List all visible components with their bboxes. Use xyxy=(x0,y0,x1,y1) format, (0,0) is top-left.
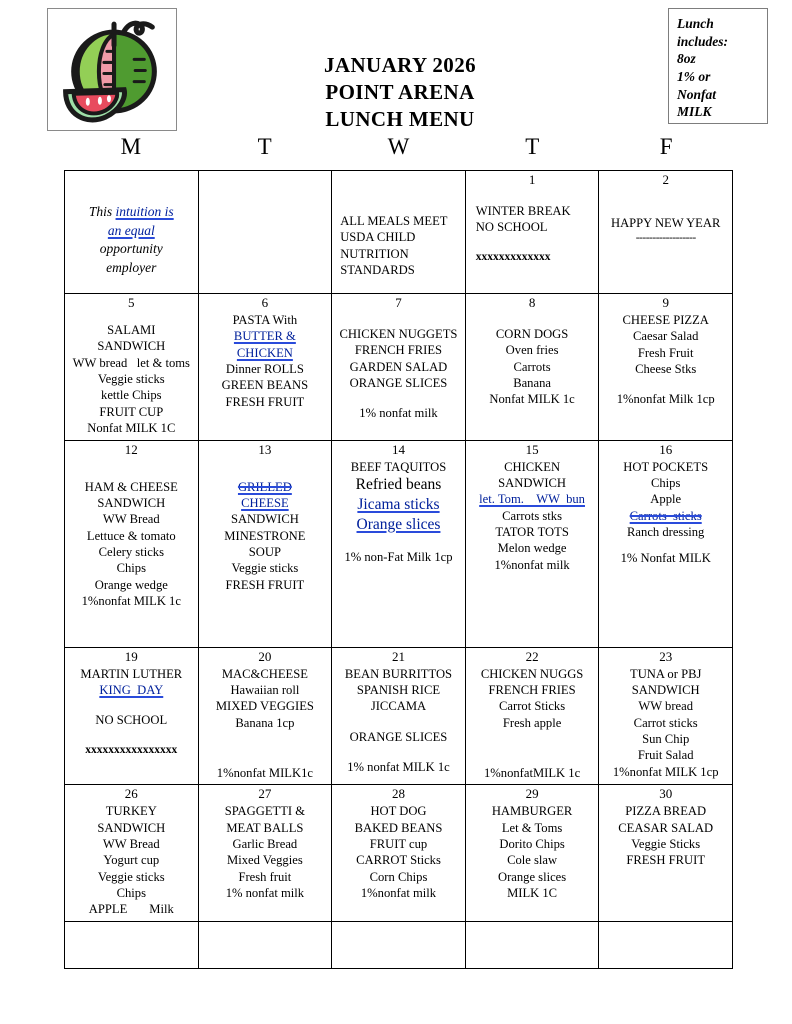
weekday-monday: M xyxy=(120,134,142,159)
day-21-line-5: ORANGE SLICES xyxy=(349,729,448,744)
day-number-22: 22 xyxy=(525,648,539,664)
day-1-line-1: WINTER BREAK xyxy=(475,204,571,218)
day-8-line-5: Nonfat MILK 1c xyxy=(489,392,575,407)
weekday-thursday: T xyxy=(525,134,540,159)
day-cell-23[interactable] xyxy=(599,647,733,785)
day-9-line-6: 1%nonfat Milk 1cp xyxy=(616,392,715,407)
page-header xyxy=(0,0,792,135)
day-29-line-5: Orange slices xyxy=(497,869,567,884)
day-22-line-7: 1%nonfatMILK 1c xyxy=(483,765,581,780)
day-19-line-6: xxxxxxxxxxxxxxxx xyxy=(85,743,178,756)
day-9-line-3: Fresh Fruit xyxy=(637,345,694,360)
day-content-19 xyxy=(67,666,196,758)
day-29-line-3: Dorito Chips xyxy=(499,837,565,852)
day-26-line-2: SANDWICH xyxy=(97,820,166,835)
day-cell-6[interactable] xyxy=(198,294,332,441)
day-23-line-7: 1%nonfat MILK 1cp xyxy=(612,764,719,779)
day-cell-16[interactable] xyxy=(599,440,733,647)
day-cell-21[interactable] xyxy=(332,647,466,785)
day-number-21: 21 xyxy=(391,648,405,664)
day-13-line-3: SANDWICH xyxy=(230,512,299,527)
day-content-28 xyxy=(334,803,463,901)
day-content-20 xyxy=(201,666,330,782)
day-number-7: 7 xyxy=(395,295,402,310)
day-6-line-6: FRESH FRUIT xyxy=(225,394,305,409)
day-cell-2[interactable] xyxy=(599,171,733,294)
day-number-30: 30 xyxy=(659,786,673,802)
day-15-line-2: SANDWICH xyxy=(498,475,567,490)
day-27-line-1: SPAGGETTI & xyxy=(224,804,306,819)
day-12-line-6: Chips xyxy=(116,561,146,576)
day-22-line-4: Fresh apple xyxy=(502,715,562,730)
day-number-29: 29 xyxy=(525,786,539,802)
usda-line-1: ALL MEALS MEET xyxy=(340,214,448,228)
day-cell-28[interactable] xyxy=(332,785,466,922)
day-15-line-7: 1%nonfat milk xyxy=(494,557,570,572)
day-number-14: 14 xyxy=(391,441,405,457)
day-12-line-1: HAM & CHEESE xyxy=(84,479,178,494)
day-15-line-3: let. Tom. WW bun xyxy=(479,492,585,507)
day-number-26: 26 xyxy=(124,786,138,802)
day-cell-19[interactable] xyxy=(65,647,199,785)
day-cell-13[interactable] xyxy=(198,440,332,647)
calendar-week-2 xyxy=(65,294,733,441)
day-number-23: 23 xyxy=(659,648,673,664)
day-number-19: 19 xyxy=(124,648,138,664)
day-23-line-1: TUNA or PBJ xyxy=(630,666,702,681)
calendar-week-1 xyxy=(65,171,733,294)
day-13-line-6: Veggie sticks xyxy=(231,561,299,576)
day-26-line-4: Yogurt cup xyxy=(103,853,160,868)
day-28-line-1: HOT DOG xyxy=(370,804,427,819)
day-1-line-4: xxxxxxxxxxxxx xyxy=(475,250,551,263)
title-line-school: POINT ARENA xyxy=(325,79,475,104)
day-15-line-5: TATOR TOTS xyxy=(495,524,569,539)
day-20-line-2: Hawaiian roll xyxy=(230,682,300,697)
day-number-1: 1 xyxy=(528,172,536,187)
day-content-5 xyxy=(67,312,196,437)
day-27-line-4: Mixed Veggies xyxy=(227,853,303,868)
day-28-line-5: Corn Chips xyxy=(369,869,428,884)
day-23-line-5: Sun Chip xyxy=(642,731,690,746)
day-14-line-6: 1% non-Fat Milk 1cp xyxy=(344,550,453,565)
day-content-15 xyxy=(468,459,597,574)
calendar-week-3 xyxy=(65,440,733,647)
day-7-line-2: FRENCH FRIES xyxy=(354,343,443,358)
weekday-header-row xyxy=(64,134,733,159)
day-13-line-5: SOUP xyxy=(248,544,281,559)
day-13-line-2: CHEESE xyxy=(241,495,289,510)
day-7-line-3: GARDEN SALAD xyxy=(349,359,448,374)
day-28-line-6: 1%nonfat milk xyxy=(360,886,437,901)
day-16-line-2: Chips xyxy=(650,475,681,490)
usda-line-4: STANDARDS xyxy=(340,263,415,278)
day-number-2: 2 xyxy=(662,172,669,187)
day-content-12 xyxy=(67,459,196,610)
lunch-includes-line-1: Lunch xyxy=(677,16,714,31)
day-8-line-3: Carrots xyxy=(513,359,551,374)
day-14-line-4: Orange slices xyxy=(356,516,441,534)
day-number-20: 20 xyxy=(258,648,272,664)
day-content-22 xyxy=(468,666,597,782)
day-27-line-5: Fresh fruit xyxy=(238,869,292,884)
day-19-line-4: NO SCHOOL xyxy=(95,713,168,728)
day-content-21 xyxy=(334,666,463,776)
day-cell-30[interactable] xyxy=(599,785,733,922)
usda-line-2: USDA CHILD xyxy=(340,230,416,245)
day-6-line-3: CHICKEN xyxy=(236,345,293,360)
day-2-line-2: ------------------ xyxy=(635,232,696,245)
day-16-line-4: Carrots sticks xyxy=(629,508,702,523)
day-26-line-3: WW Bread xyxy=(102,837,160,852)
day-cell-15[interactable] xyxy=(465,440,599,647)
day-cell-22[interactable] xyxy=(465,647,599,785)
day-13-line-4: MINESTRONE xyxy=(224,528,306,543)
day-6-line-1: PASTA With xyxy=(232,313,298,327)
day-7-line-1: CHICKEN NUGGETS xyxy=(339,327,458,341)
day-cell-12[interactable] xyxy=(65,440,199,647)
day-12-line-5: Celery sticks xyxy=(98,544,164,559)
day-30-line-2: CEASAR SALAD xyxy=(618,820,714,835)
day-21-line-3: JICCAMA xyxy=(370,699,427,714)
day-12-line-7: Orange wedge xyxy=(94,577,168,592)
day-cell-8[interactable] xyxy=(465,294,599,441)
day-28-line-4: CARROT Sticks xyxy=(356,853,441,868)
day-22-line-1: CHICKEN NUGGS xyxy=(480,666,584,681)
day-20-line-7: 1%nonfat MILK1c xyxy=(216,765,313,780)
day-19-line-1: MARTIN LUTHER xyxy=(80,666,183,681)
day-cell-26[interactable] xyxy=(65,785,199,922)
day-content-6 xyxy=(201,312,330,410)
day-number-27: 27 xyxy=(258,786,272,802)
usda-notice xyxy=(334,173,463,278)
day-number-28: 28 xyxy=(391,786,405,802)
day-cell-usda-notice[interactable] xyxy=(332,171,466,294)
empty-cell-4[interactable] xyxy=(465,921,599,968)
day-6-line-2: BUTTER & xyxy=(233,329,296,344)
day-27-line-6: 1% nonfat milk xyxy=(225,886,305,901)
day-cell-27[interactable] xyxy=(198,785,332,922)
day-12-line-4: Lettuce & tomato xyxy=(86,528,176,543)
day-content-26 xyxy=(67,803,196,918)
weekday-friday: F xyxy=(659,134,673,159)
day-15-line-1: CHICKEN xyxy=(504,459,561,474)
calendar-week-empty xyxy=(65,921,733,968)
empty-cell-5[interactable] xyxy=(599,921,733,968)
eoe-text-line3: opportunity xyxy=(99,241,163,257)
day-content-30 xyxy=(601,803,730,868)
day-21-line-7: 1% nonfat MILK 1c xyxy=(347,759,450,774)
lunch-includes-line-5: Nonfat xyxy=(677,86,717,102)
day-20-line-3: MIXED VEGGIES xyxy=(215,699,314,714)
day-9-line-2: Caesar Salad xyxy=(632,329,699,344)
weekday-wednesday: W xyxy=(387,134,410,159)
day-5-line-4: Veggie sticks xyxy=(97,372,165,387)
day-14-line-3: Jicama sticks xyxy=(357,496,440,514)
title-line-month: JANUARY 2026 xyxy=(323,53,477,77)
eoe-text-line4: employer xyxy=(106,259,157,275)
day-16-line-3: Apple xyxy=(650,492,682,507)
day-13-line-1: GRILLED xyxy=(237,479,292,494)
calendar-week-4 xyxy=(65,647,733,785)
day-16-line-7: 1% Nonfat MILK xyxy=(620,551,711,566)
day-15-line-6: Melon wedge xyxy=(497,541,567,556)
eoe-notice xyxy=(67,173,196,278)
day-number-16: 16 xyxy=(659,441,673,457)
day-5-line-3: WW bread let & toms xyxy=(72,355,190,370)
day-28-line-3: FRUIT cup xyxy=(369,837,428,852)
day-cell-7[interactable] xyxy=(332,294,466,441)
day-9-line-1: CHEESE PIZZA xyxy=(622,313,709,327)
day-cell-29[interactable] xyxy=(465,785,599,922)
day-number-6: 6 xyxy=(261,295,269,310)
day-30-line-3: Veggie Sticks xyxy=(631,837,701,852)
day-19-line-2: KING DAY xyxy=(99,682,164,697)
day-content-7 xyxy=(334,312,463,422)
day-number-9: 9 xyxy=(662,295,669,310)
empty-cell-3[interactable] xyxy=(332,921,466,968)
day-13-line-7: FRESH FRUIT xyxy=(225,577,305,592)
day-29-line-4: Cole slaw xyxy=(507,853,558,868)
day-7-line-6: 1% nonfat milk xyxy=(359,406,438,421)
weekday-tuesday: T xyxy=(257,134,272,159)
day-cell-1[interactable] xyxy=(465,171,599,294)
day-5-line-5: kettle Chips xyxy=(101,388,162,403)
day-content-16 xyxy=(601,459,730,567)
day-cell-20[interactable] xyxy=(198,647,332,785)
day-29-line-6: MILK 1C xyxy=(507,886,558,901)
day-30-line-1: PIZZA BREAD xyxy=(625,804,707,819)
day-23-line-2: SANDWICH xyxy=(631,682,700,697)
day-8-line-2: Oven fries xyxy=(505,343,559,358)
day-1-line-2: NO SCHOOL xyxy=(475,220,548,235)
day-number-13: 13 xyxy=(258,441,272,457)
day-cell-eoe-notice[interactable] xyxy=(65,171,199,294)
title-line-menu: LUNCH MENU xyxy=(325,106,475,131)
day-21-line-1: BEAN BURRITTOS xyxy=(344,666,453,681)
lunch-includes-box xyxy=(668,8,768,124)
empty-cell-2[interactable] xyxy=(198,921,332,968)
day-22-line-2: FRENCH FRIES xyxy=(488,682,576,697)
day-5-line-1: SALAMI xyxy=(107,323,156,337)
day-9-line-4: Cheese Stks xyxy=(635,362,697,377)
page-title xyxy=(255,52,545,133)
day-22-line-3: Carrot Sticks xyxy=(499,699,566,714)
day-20-line-1: MAC&CHEESE xyxy=(221,666,308,681)
day-number-5: 5 xyxy=(128,295,135,310)
day-26-line-7: APPLE Milk xyxy=(88,902,174,917)
day-5-line-7: Nonfat MILK 1C xyxy=(87,421,176,436)
day-23-line-4: Carrot sticks xyxy=(633,715,698,730)
empty-cell-1[interactable] xyxy=(65,921,199,968)
day-26-line-6: Chips xyxy=(116,886,146,901)
day-30-line-4: FRESH FRUIT xyxy=(626,853,706,868)
day-23-line-6: Fruit Salad xyxy=(637,748,694,763)
eoe-text-marked-1: intuition is xyxy=(115,204,174,219)
day-29-line-1: HAMBURGER xyxy=(491,804,573,819)
day-27-line-3: Garlic Bread xyxy=(232,837,298,852)
day-content-14 xyxy=(334,459,463,566)
day-7-line-4: ORANGE SLICES xyxy=(349,376,448,391)
day-cell-9[interactable] xyxy=(599,294,733,441)
day-12-line-8: 1%nonfat MILK 1c xyxy=(81,594,181,609)
calendar-table xyxy=(64,170,733,969)
day-29-line-2: Let & Toms xyxy=(501,820,563,835)
day-number-8: 8 xyxy=(528,295,536,310)
usda-line-3: NUTRITION xyxy=(340,246,409,261)
day-2-line-1: HAPPY NEW YEAR xyxy=(610,216,721,230)
lunch-includes-line-2: includes: xyxy=(677,33,729,49)
lunch-includes-line-4: 1% or xyxy=(677,69,711,85)
day-27-line-2: MEAT BALLS xyxy=(226,820,304,835)
eoe-text-marked-2: an equal xyxy=(107,222,155,238)
day-5-line-6: FRUIT CUP xyxy=(99,404,164,419)
day-14-line-1: BEEF TAQUITOS xyxy=(350,459,447,474)
day-content-13 xyxy=(201,459,330,594)
lunch-includes-line-6: MILK xyxy=(677,104,712,120)
day-6-line-4: Dinner ROLLS xyxy=(225,362,304,377)
day-16-line-5: Ranch dressing xyxy=(627,524,705,539)
day-number-15: 15 xyxy=(525,441,539,457)
day-content-1 xyxy=(468,189,597,265)
day-cell-empty-tue-w1[interactable] xyxy=(198,171,332,294)
day-28-line-2: BAKED BEANS xyxy=(354,820,443,835)
day-15-line-4: Carrots stks xyxy=(502,508,562,523)
day-number-12: 12 xyxy=(124,441,138,457)
day-23-line-3: WW bread xyxy=(638,699,694,714)
day-content-23 xyxy=(601,666,730,781)
day-content-2 xyxy=(601,189,730,246)
day-content-8 xyxy=(468,312,597,408)
calendar-week-5 xyxy=(65,785,733,922)
day-content-9 xyxy=(601,312,730,408)
day-26-line-1: TURKEY xyxy=(105,804,157,819)
day-cell-14[interactable] xyxy=(332,440,466,647)
day-12-line-3: WW Bread xyxy=(102,512,160,527)
day-6-line-5: GREEN BEANS xyxy=(221,378,309,393)
day-content-27 xyxy=(201,803,330,901)
day-21-line-2: SPANISH RICE xyxy=(356,682,441,697)
logo-box xyxy=(47,8,177,131)
eoe-text-plain: This xyxy=(88,204,116,219)
day-5-line-2: SANDWICH xyxy=(97,339,166,354)
day-16-line-1: HOT POCKETS xyxy=(623,459,709,474)
day-8-line-1: CORN DOGS xyxy=(495,327,569,341)
watermelon-icon xyxy=(48,9,176,130)
day-20-line-4: Banana 1cp xyxy=(235,715,295,730)
day-cell-5[interactable] xyxy=(65,294,199,441)
day-8-line-4: Banana xyxy=(513,376,551,391)
day-14-line-2: Refried beans xyxy=(355,475,442,493)
day-12-line-2: SANDWICH xyxy=(97,495,166,510)
day-content-29 xyxy=(468,803,597,901)
lunch-includes-line-3: 8oz xyxy=(677,51,696,67)
day-26-line-5: Veggie sticks xyxy=(97,869,165,884)
